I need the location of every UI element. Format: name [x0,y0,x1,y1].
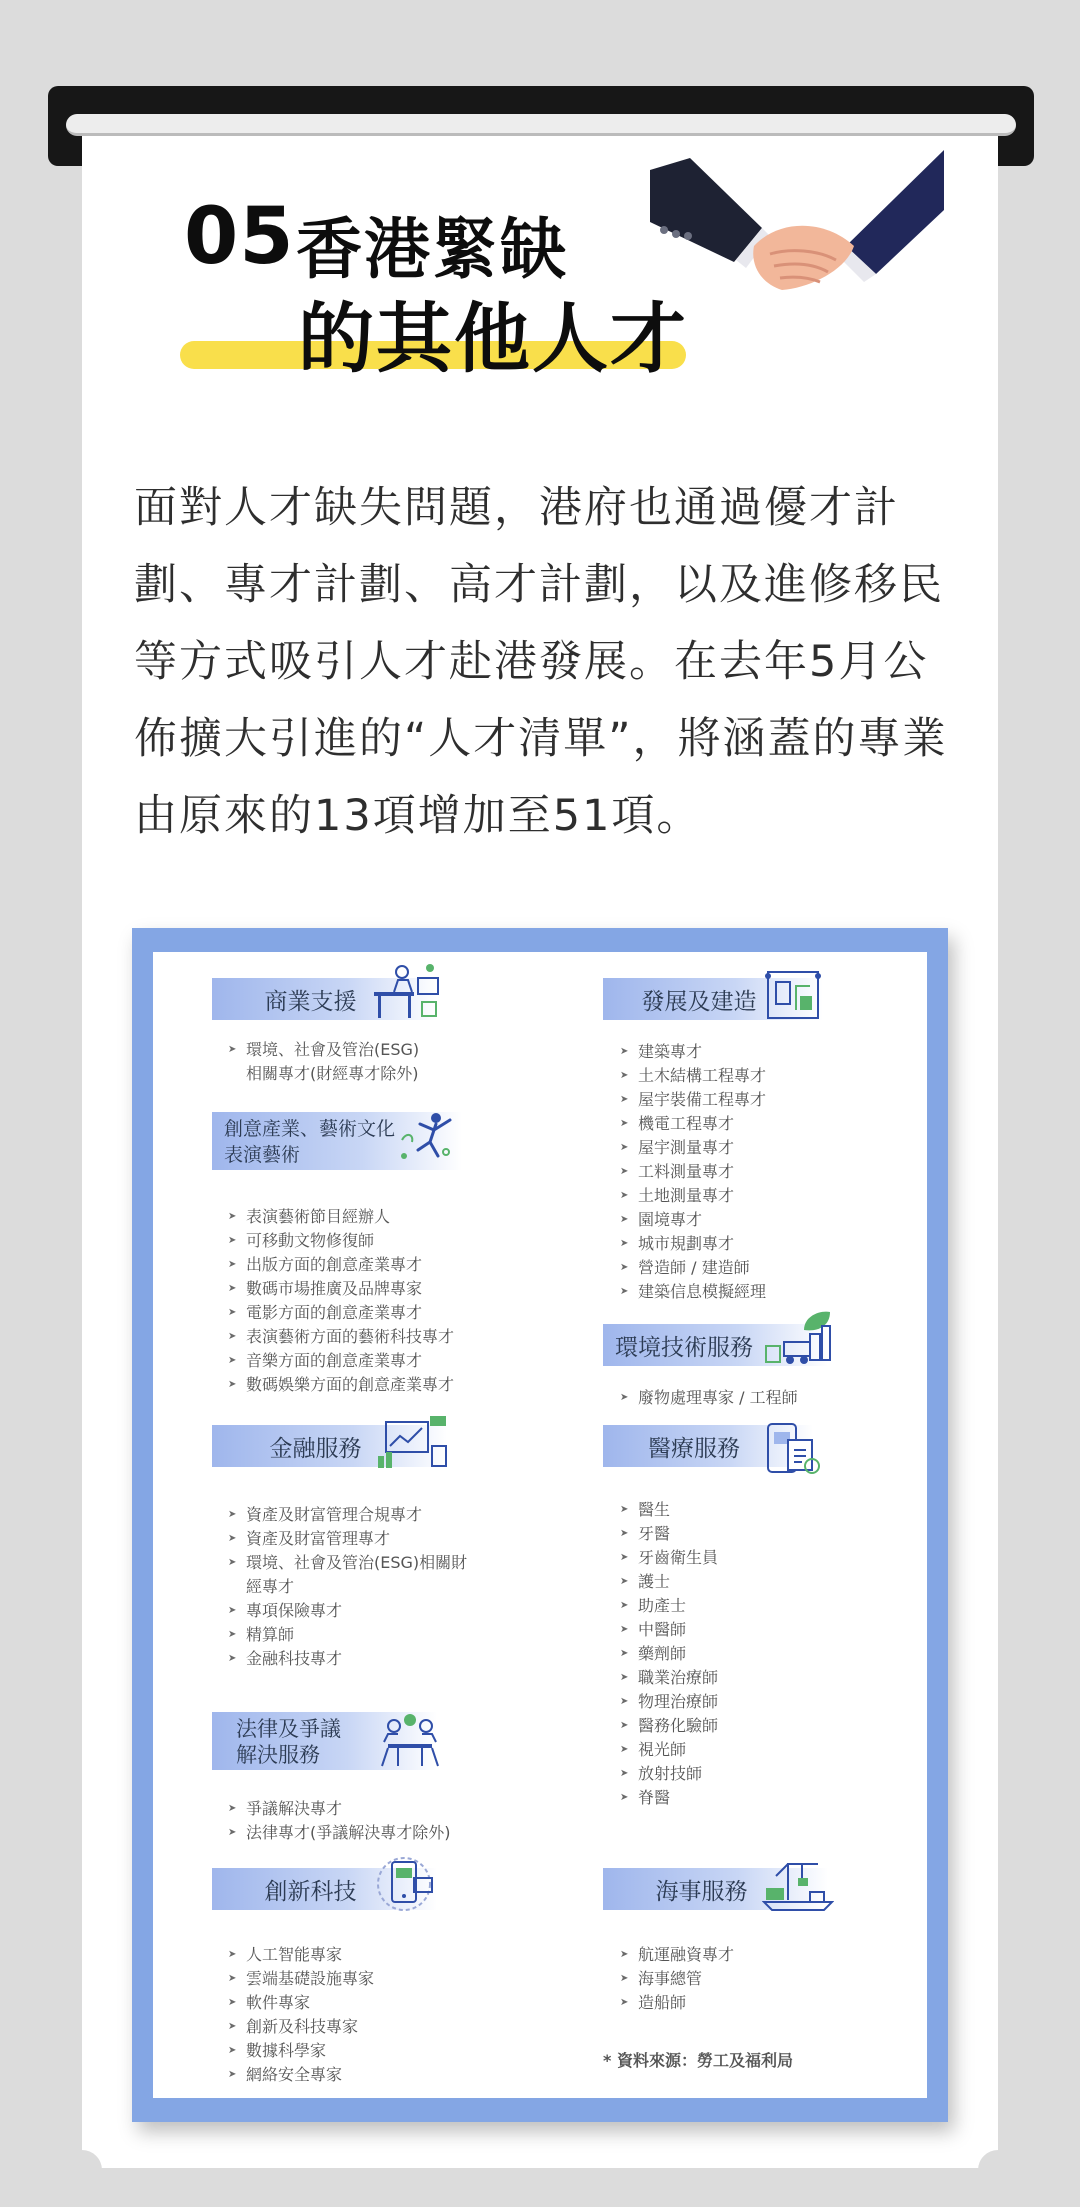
card-notch-left [62,2150,102,2190]
list-item: ➤ 助產士 [620,1594,718,1618]
section-title-finance: 金融服務 [269,1435,362,1462]
list-item: ➤ 造船師 [620,1991,734,2015]
section-title-environment: 環境技術服務 [615,1334,753,1361]
business-list [228,1038,419,1086]
list-item: ➤ 創新及科技專家 [228,2015,374,2039]
list-item: ➤ 土地測量專才 [620,1184,766,1208]
list-item: ➤ 視光師 [620,1738,718,1762]
port-crane-icon [762,1856,834,1912]
section-title-legal-line1: 法律及爭議 [236,1717,341,1741]
tech-device-icon [374,1852,438,1914]
section-title-creative-line1: 創意產業、藝術文化 [224,1118,396,1140]
list-item: ➤ 藥劑師 [620,1642,718,1666]
list-item: ➤ 環境、社會及管治(ESG) [228,1038,419,1062]
section-title-creative-line2: 表演藝術 [224,1144,301,1166]
construction-list [620,1040,766,1304]
list-item: ➤ 數碼娛樂方面的創意產業專才 [228,1373,454,1397]
list-item: ➤ 屋宇測量專才 [620,1136,766,1160]
creative-list [228,1205,454,1397]
list-item: ➤ 出版方面的創意產業專才 [228,1253,454,1277]
section-title-innovation: 創新科技 [264,1878,357,1905]
finance-list [228,1503,467,1671]
list-item: ➤ 表演藝術節目經辦人 [228,1205,454,1229]
source-note: * 資料來源：勞工及福利局 [603,2051,793,2070]
section-title-business: 商業支援 [264,988,357,1015]
blueprint-icon [764,966,826,1024]
list-item: ➤ 屋宇裝備工程專才 [620,1088,766,1112]
list-item: ➤ 可移動文物修復師 [228,1229,454,1253]
list-item: ➤ 環境、社會及管治(ESG)相關財 [228,1551,467,1575]
list-item: ➤ 音樂方面的創意產業專才 [228,1349,454,1373]
maritime-list [620,1943,734,2015]
list-item: ➤ 海事總管 [620,1967,734,1991]
list-item: ➤ 營造師 / 建造師 [620,1256,766,1280]
list-item: 相關專才(財經專才除外) [246,1064,419,1083]
list-item: ➤ 數據科學家 [228,2039,374,2063]
list-item: ➤ 專項保險專才 [228,1599,467,1623]
legal-list [228,1797,451,1845]
list-item: ➤ 建築專才 [620,1040,766,1064]
list-item: ➤ 物理治療師 [620,1690,718,1714]
list-item: ➤ 土木結構工程專才 [620,1064,766,1088]
list-item: ➤ 放射技師 [620,1762,718,1786]
handshake-icon [650,150,944,306]
list-item: ➤ 法律專才(爭議解決專才除外) [228,1821,451,1845]
list-item: ➤ 雲端基礎設施專家 [228,1967,374,1991]
section-number: 05 [184,192,295,282]
list-item: ➤ 廢物處理專家 / 工程師 [620,1386,798,1410]
list-item: ➤ 建築信息模擬經理 [620,1280,766,1304]
list-item: ➤ 電影方面的創意產業專才 [228,1301,454,1325]
list-item: ➤ 中醫師 [620,1618,718,1642]
list-item: ➤ 航運融資專才 [620,1943,734,1967]
list-item: ➤ 工料測量專才 [620,1160,766,1184]
dancer-icon [396,1110,460,1170]
finance-chart-icon [374,1412,454,1470]
section-title-legal-line2: 解決服務 [236,1743,320,1767]
list-item: ➤ 人工智能專家 [228,1943,374,1967]
innovation-list [228,1943,374,2087]
list-item: ➤ 牙齒衛生員 [620,1546,718,1570]
section-title-medical: 醫療服務 [648,1435,740,1462]
list-item: ➤ 牙醫 [620,1522,718,1546]
medical-list [620,1498,718,1810]
section-title-construction: 發展及建造 [641,988,757,1015]
list-item: ➤ 醫務化驗師 [620,1714,718,1738]
list-item: ➤ 爭議解決專才 [228,1797,451,1821]
list-item: ➤ 醫生 [620,1498,718,1522]
list-item: ➤ 軟件專家 [228,1991,374,2015]
list-item: ➤ 數碼市場推廣及品牌專家 [228,1277,454,1301]
list-item: ➤ 機電工程專才 [620,1112,766,1136]
list-item: ➤ 精算師 [228,1623,467,1647]
intro-paragraph: 面對人才缺失問題，港府也通過優才計劃、專才計劃、高才計劃，以及進修移民等方式吸引人才赴港發展。在去年5月公佈擴大引進的“人才清單”，將涵蓋的專業由原來的13項增加至51項。 [134,483,948,841]
card-notch-right [978,2150,1018,2190]
list-item: ➤ 園境專才 [620,1208,766,1232]
list-item: ➤ 資產及財富管理專才 [228,1527,467,1551]
medical-phone-icon [764,1420,824,1478]
list-item: ➤ 網絡安全專家 [228,2063,374,2087]
list-item: ➤ 金融科技專才 [228,1647,467,1671]
eco-industry-icon [764,1308,840,1370]
scroll-rail [66,114,1016,136]
environment-list [620,1386,798,1410]
list-item: ➤ 護士 [620,1570,718,1594]
list-item: ➤ 脊醫 [620,1786,718,1810]
list-item: 經專才 [246,1577,295,1596]
list-item: ➤ 表演藝術方面的藝術科技專才 [228,1325,454,1349]
meeting-icon [374,1712,446,1772]
list-item: ➤ 城市規劃專才 [620,1232,766,1256]
page-title-line1: 香港緊缺 [296,211,568,288]
office-worker-icon [372,962,444,1022]
section-title-maritime: 海事服務 [655,1878,748,1905]
page-title-line2: 的其他人才 [298,294,688,383]
list-item: ➤ 資產及財富管理合規專才 [228,1503,467,1527]
list-item: ➤ 職業治療師 [620,1666,718,1690]
